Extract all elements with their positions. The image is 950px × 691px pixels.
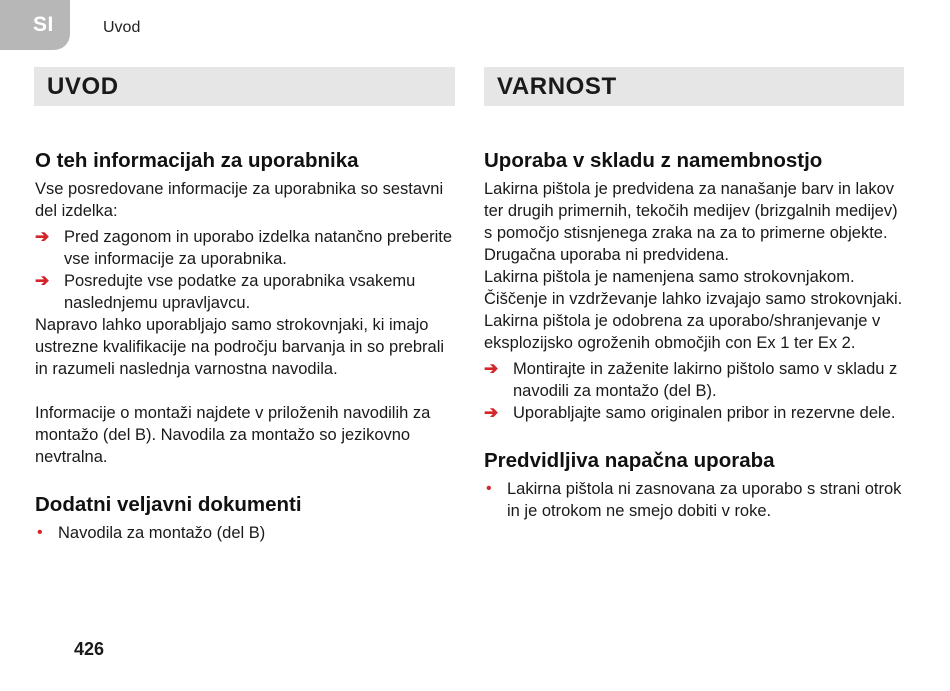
list-item-text: Posredujte vse podatke za uporabnika vsakemu naslednjemu upravljavcu. [64,272,416,312]
bullet-icon: • [37,524,43,541]
right-arrow-icon: ➔ [484,403,499,422]
list-item [35,522,460,544]
list-item [484,358,909,402]
list-item-text: Navodila za montažo (del B) [58,524,266,542]
right-arrow-icon: ➔ [35,227,50,246]
paragraph-montaza: Informacije o montaži najdete v priloženih navodilih za montažo (del B). Navodila za montažo so jezikovno nevtralna. [35,404,431,466]
list-item [484,478,909,522]
running-header-title: Uvod [103,19,141,36]
list-item-text: Uporabljajte samo originalen pribor in rezervne dele. [513,404,896,422]
section-bar-varnost [484,67,904,106]
list-item-text: Montirajte in zaženite lakirno pištolo samo v skladu z navodili za montažo (del B). [513,360,898,400]
list-item-text: Pred zagonom in uporabo izdelka natančno preberite vse informacije za uporabnika. [64,228,453,268]
paragraph-intro: Vse posredovane informacije za uporabnika so sestavni del izdelka: [35,180,444,220]
list-item [484,402,909,424]
language-code: SI [33,13,54,36]
paragraph-use-1: Lakirna pištola je predvidena za nanašanje barv in lakov ter drugih primernih, tekočih medijev (brizgalnih medijev) s pomočjo stisnjenega zraka na za to primerne objekte. Drugačna uporaba ni predvidena. [484,180,898,264]
right-arrow-icon: ➔ [484,359,499,378]
paragraph-experts: Napravo lahko uporabljajo samo strokovnjaki, ki imajo ustrezne kvalifikacije na področju barvanja in so prebrali in razumeli naslednja varnostna navodila. [35,316,445,378]
left-column [35,148,460,544]
instruction-list [35,226,460,314]
right-column [484,148,909,522]
heading-intended-use: Uporaba v skladu z namembnostjo [484,149,823,172]
list-item [35,270,460,314]
documents-list [35,522,460,544]
section-title-varnost: VARNOST [497,73,617,100]
paragraph-use-2: Lakirna pištola je namenjena samo strokovnjakom. Čiščenje in vzdrževanje lahko izvajajo samo strokovnjaki. [484,268,903,308]
bullet-icon: • [486,480,492,497]
language-tab [0,0,70,50]
heading-user-information: O teh informacijah za uporabnika [35,149,359,172]
list-item [35,226,460,270]
list-item-text: Lakirna pištola ni zasnovana za uporabo s strani otrok in je otrokom ne smejo dobiti v roke. [507,480,902,520]
right-arrow-icon: ➔ [35,271,50,290]
section-title-uvod: UVOD [47,73,119,100]
paragraph-use-3: Lakirna pištola je odobrena za uporabo/shranjevanje v eksplozijsko ogroženih območjih con Ex 1 ter Ex 2. [484,312,881,352]
heading-additional-documents: Dodatni veljavni dokumenti [35,493,302,516]
instruction-list [484,358,909,424]
heading-foreseeable-misuse: Predvidljiva napačna uporaba [484,449,775,472]
misuse-list [484,478,909,522]
page-number: 426 [74,639,105,659]
section-bar-uvod [34,67,455,106]
